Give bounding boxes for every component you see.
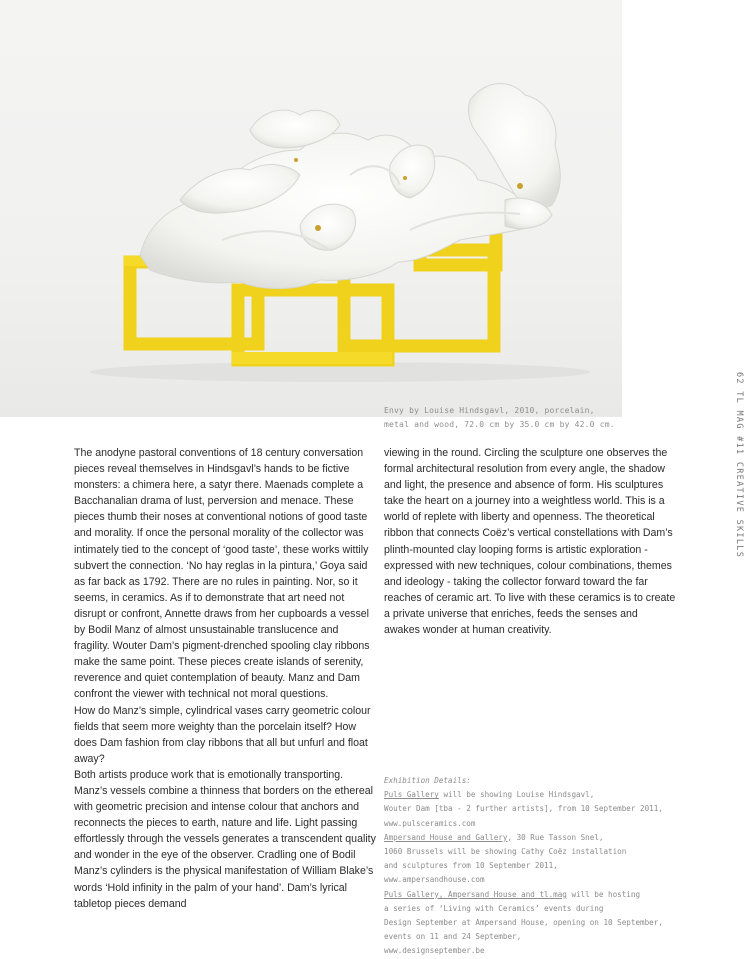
exhibition-line: Wouter Dam [tba - 2 further artists], from 10 September 2011, <box>384 804 663 814</box>
gallery-link[interactable]: Ampersand House and Gallery <box>384 832 508 842</box>
exhibition-line: and sculptures from 10 September 2011, <box>384 861 558 871</box>
folio-text: 62 TL MAG #11 CREATIVE SKILLS <box>734 372 744 559</box>
exhibition-line: 1060 Brussels will be showing Cathy Coëz installation <box>384 847 627 857</box>
page-folio <box>734 372 746 602</box>
photo-caption <box>384 404 615 432</box>
exhibition-line: events on 11 and 24 September, <box>384 932 522 942</box>
caption-line: metal and wood, 72.0 cm by 35.0 cm by 42.0 cm. <box>384 420 615 429</box>
gallery-link[interactable]: Puls Gallery <box>384 790 439 800</box>
article-paragraph: viewing in the round. Circling the sculpture one observes the formal architectural resolution from every angle, the shadow and light, the presence and absence of form. His sculptures take the heart on a journey into a weightless world. This is a world of replete with liberty and openness. The theoretical ribbon that connects Coëz’s vertical constellations with Dam’s plinth-mounted clay looping forms is artistic exploration - expressed with new techniques, colour combinations, themes and ideology - taking the collector forward toward the far reaches of ceramic art. To live with these ceramics is to create a private universe that enriches, feeds the senses and awakes wonder at human creativity. <box>384 447 676 637</box>
article-left-column <box>74 445 376 912</box>
article-paragraph: Both artists produce work that is emotionally transporting. Manz’s vessels combine a thinness that borders on the ethereal with geometric precision and intense colour that anchors and reconnects the pieces to earth, nature and life. Light passing effortlessly through the vessels generates a transcendent quality and wonder in the eye of the observer. Cradling one of Bodil Manz’s cylinders is the physical manifestation of William Blake’s words ‘Hold infinity in the palm of your hand’. Dam’s lyrical tabletop pieces demand <box>74 768 376 910</box>
exhibition-text: will be hosting <box>566 889 641 899</box>
exhibition-line <box>384 788 684 802</box>
website-link[interactable]: www.designseptember.be <box>384 946 485 956</box>
article-paragraph: How do Manz’s simple, cylindrical vases carry geometric colour fields that seem more weighty than the porcelain itself? How does Dam fashion from clay ribbons that all but unfurl and float away? <box>74 704 371 765</box>
gallery-link[interactable]: Puls Gallery, Ampersand House and tl.mag <box>384 889 567 899</box>
exhibition-line <box>384 831 684 845</box>
exhibition-text: , 30 Rue Tasson Snel, <box>507 832 604 842</box>
website-link[interactable]: www.pulsceramics.com <box>384 818 476 828</box>
article-right-column <box>384 445 676 638</box>
exhibition-details <box>384 774 684 959</box>
caption-line: Envy by Louise Hindsgavl, 2010, porcelain, <box>384 406 595 415</box>
article-paragraph: The anodyne pastoral conventions of 18 century conversation pieces reveal themselves in Hindsgavl’s hands to be fictive monsters: a chimera here, a satyr there. Maenads complete a Bacchanalian drama of lust, perversion and menace. These pieces thumb their noses at conventional notions of good taste and morality. If once the personal morality of the collector was intimately tied to the concept of ‘good taste’, these works wittily subvert the connection. ‘No hay reglas in la pintura,’ Goya said as far back as 1792. There are no rules in painting. Nor, so it seems, in ceramics. As if to demonstrate that art need not disrupt or confront, Annette draws from her cupboards a vessel by Bodil Manz of almost unsustainable translucence and fragility. Wouter Dam’s pigment-drenched spooling clay ribbons make the same point. These pieces create islands of serenity, reverence and quiet contemplation of beauty. Manz and Dam confront the viewer with technical not moral questions. <box>74 447 370 701</box>
exhibition-text: will be showing Louise Hindsgavl, <box>438 790 595 800</box>
exhibition-line: Design September at Ampersand House, opening on 10 September, <box>384 918 663 928</box>
exhibition-line: a series of ‘Living with Ceramics’ events during <box>384 903 604 913</box>
sculpture-photo <box>0 0 622 417</box>
exhibition-heading: Exhibition Details: <box>384 776 471 785</box>
sculpture-illustration <box>0 0 622 417</box>
website-link[interactable]: www.ampersandhouse.com <box>384 875 485 885</box>
